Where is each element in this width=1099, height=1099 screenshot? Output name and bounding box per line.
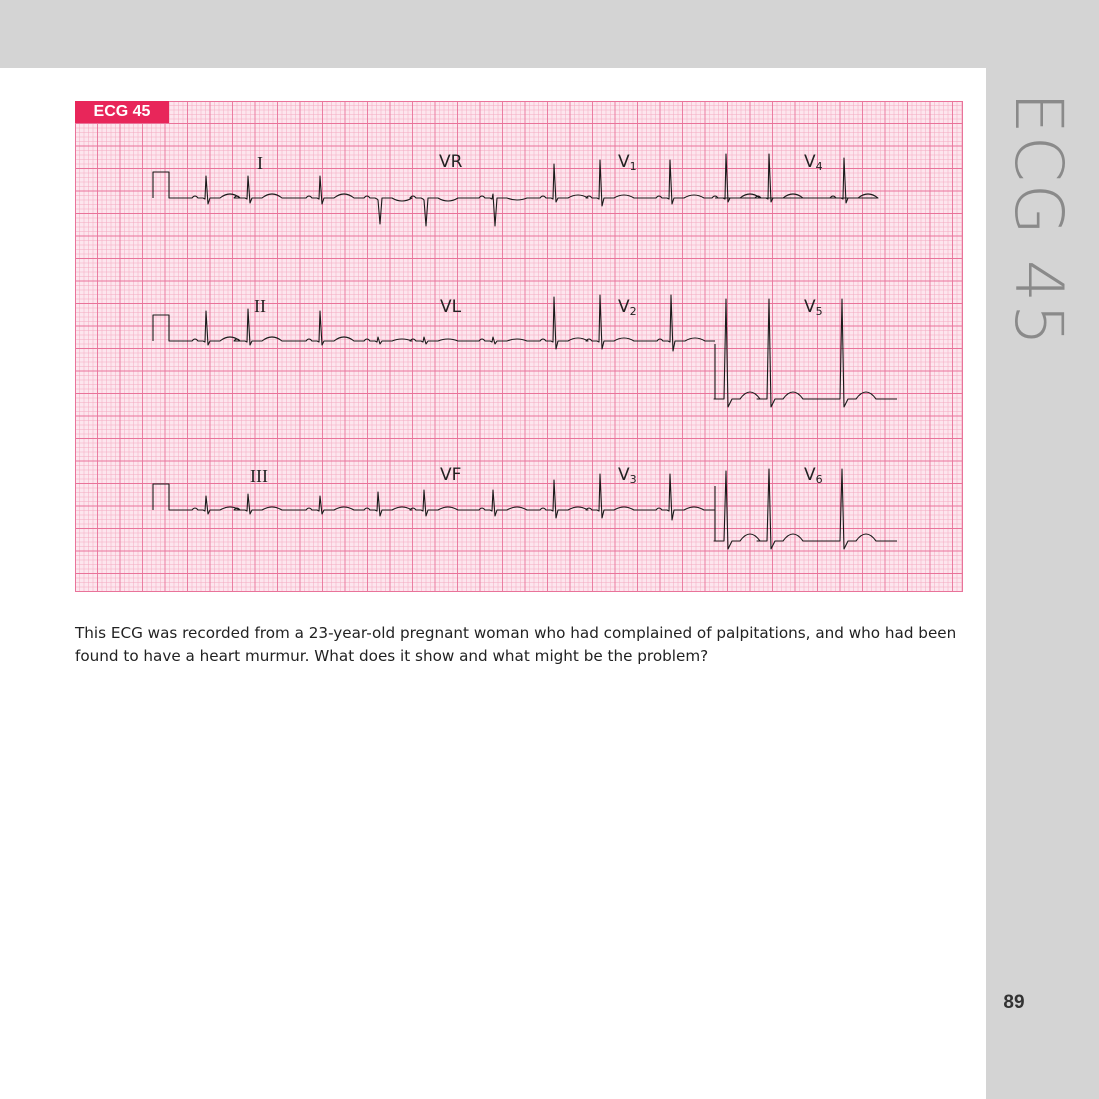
caption-text: This ECG was recorded from a 23-year-old pregnant woman who had complained of palpitations, and who had been found to have a heart murmur. What does it show and what might be the problem? bbox=[75, 624, 957, 665]
lead-label-v2: $V_2$ bbox=[618, 297, 637, 318]
lead-label-v6: $V_6$ bbox=[804, 465, 823, 486]
ecg-paper bbox=[75, 101, 963, 592]
lead-label-v4: $V_4$ bbox=[804, 152, 823, 173]
lead-label-i: I bbox=[257, 153, 263, 173]
ecg-tracing bbox=[75, 101, 963, 592]
lead-label-v1: $V_1$ bbox=[618, 152, 637, 173]
lead-label-v3: $V_3$ bbox=[618, 465, 637, 486]
ecg-badge: ECG 45 bbox=[75, 101, 169, 123]
lead-label-vl: VL bbox=[440, 297, 462, 317]
lead-label-vr: VR bbox=[439, 152, 463, 172]
page-number: 89 bbox=[1003, 992, 1025, 1013]
ecg-figure bbox=[75, 101, 963, 592]
lead-label-v5: $V_5$ bbox=[804, 297, 823, 318]
side-title: ECG 45 bbox=[1000, 92, 1077, 348]
lead-label-iii: III bbox=[250, 466, 268, 486]
lead-label-ii: II bbox=[254, 296, 266, 316]
top-band bbox=[0, 0, 1099, 68]
lead-label-vf: VF bbox=[440, 465, 462, 485]
